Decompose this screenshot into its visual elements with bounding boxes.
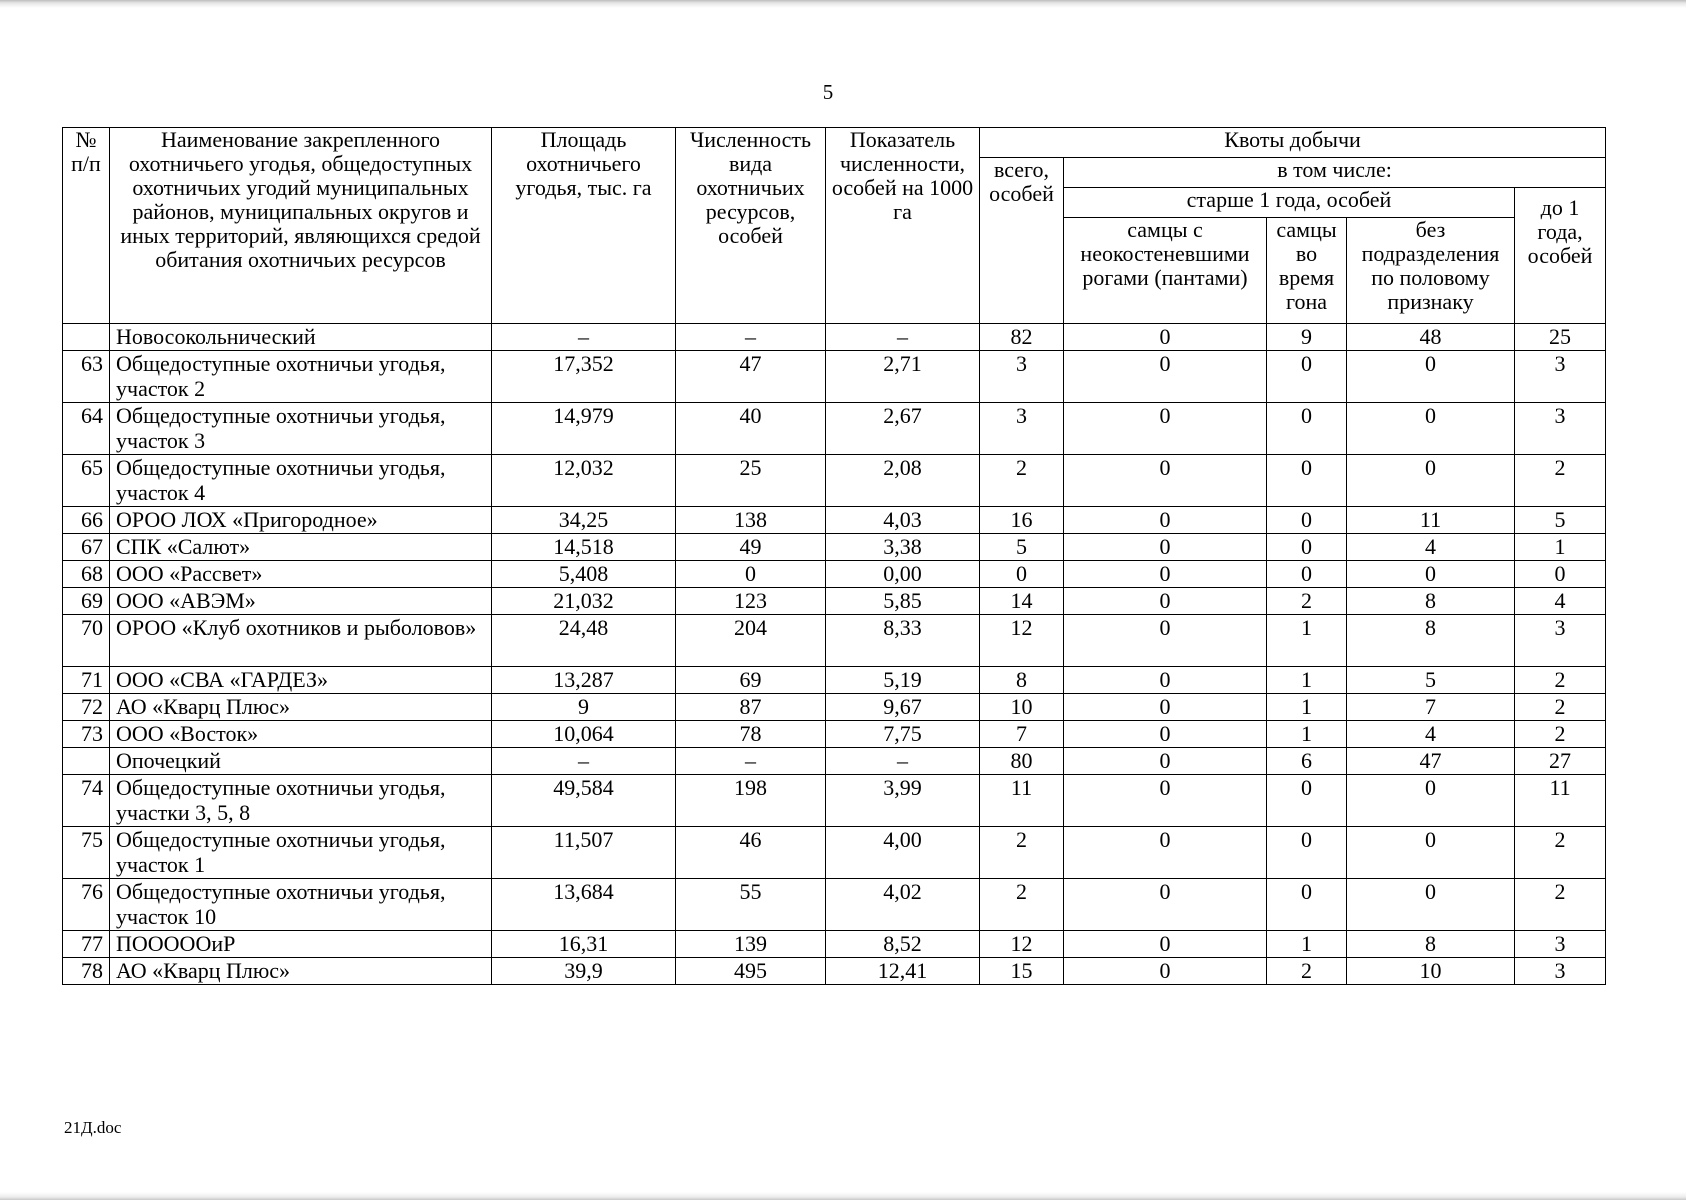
row-under-1y: 3 (1515, 958, 1606, 985)
row-density: 9,67 (826, 694, 980, 721)
row-area: 9 (492, 694, 676, 721)
header-quotas: Квоты добычи (980, 128, 1606, 158)
row-density: 7,75 (826, 721, 980, 748)
row-area: – (492, 748, 676, 775)
row-no-sex-split: 5 (1347, 667, 1515, 694)
row-males-rut: 1 (1267, 721, 1347, 748)
row-number: 73 (63, 721, 110, 748)
row-name: ООО «Восток» (110, 721, 492, 748)
table-row (63, 403, 1606, 455)
row-number: 77 (63, 931, 110, 958)
row-density: 2,08 (826, 455, 980, 507)
row-area: 14,518 (492, 534, 676, 561)
footer-filename: 21Д.doc (64, 1118, 122, 1137)
row-males-antlers: 0 (1064, 324, 1267, 351)
row-males-antlers: 0 (1064, 403, 1267, 455)
row-number (63, 324, 110, 351)
row-under-1y: 2 (1515, 667, 1606, 694)
row-total: 0 (980, 561, 1064, 588)
row-population: 495 (676, 958, 826, 985)
row-density: 4,00 (826, 827, 980, 879)
row-name: СПК «Салют» (110, 534, 492, 561)
row-area: 10,064 (492, 721, 676, 748)
row-no-sex-split: 0 (1347, 827, 1515, 879)
row-males-rut: 1 (1267, 667, 1347, 694)
row-no-sex-split: 8 (1347, 615, 1515, 667)
row-population: 49 (676, 534, 826, 561)
row-no-sex-split: 8 (1347, 931, 1515, 958)
row-total: 3 (980, 351, 1064, 403)
row-name: Новосокольнический (110, 324, 492, 351)
row-name: ПОООООиР (110, 931, 492, 958)
row-name: Общедоступные охотничьи угодья, участок 3 (110, 403, 492, 455)
row-total: 3 (980, 403, 1064, 455)
row-no-sex-split: 0 (1347, 879, 1515, 931)
header-density: Показатель численности, особей на 1000 га (826, 128, 980, 324)
row-population: 138 (676, 507, 826, 534)
header-population: Численность вида охотничьих ресурсов, особей (676, 128, 826, 324)
row-under-1y: 0 (1515, 561, 1606, 588)
row-under-1y: 27 (1515, 748, 1606, 775)
row-males-antlers: 0 (1064, 694, 1267, 721)
row-males-rut: 0 (1267, 561, 1347, 588)
header-including: в том числе: (1064, 158, 1606, 188)
row-density: 3,38 (826, 534, 980, 561)
table-header (63, 128, 1606, 324)
row-total: 12 (980, 931, 1064, 958)
row-males-rut: 9 (1267, 324, 1347, 351)
row-under-1y: 3 (1515, 403, 1606, 455)
row-total: 16 (980, 507, 1064, 534)
header-under-1y: до 1 года, особей (1515, 188, 1606, 324)
row-males-antlers: 0 (1064, 455, 1267, 507)
table-row (63, 667, 1606, 694)
row-area: 24,48 (492, 615, 676, 667)
table-row (63, 615, 1606, 667)
row-under-1y: 2 (1515, 455, 1606, 507)
row-males-antlers: 0 (1064, 748, 1267, 775)
row-number: 70 (63, 615, 110, 667)
row-no-sex-split: 7 (1347, 694, 1515, 721)
row-population: 123 (676, 588, 826, 615)
table-row (63, 694, 1606, 721)
scan-edge-bottom (0, 1192, 1686, 1200)
row-density: 2,67 (826, 403, 980, 455)
header-males-antlers: самцы с неокостеневшими рогами (пантами) (1064, 218, 1267, 324)
row-under-1y: 5 (1515, 507, 1606, 534)
row-total: 11 (980, 775, 1064, 827)
row-population: 198 (676, 775, 826, 827)
row-name: Общедоступные охотничьи угодья, участок 2 (110, 351, 492, 403)
row-under-1y: 1 (1515, 534, 1606, 561)
row-area: 39,9 (492, 958, 676, 985)
row-population: 78 (676, 721, 826, 748)
row-name: ООО «АВЭМ» (110, 588, 492, 615)
header-no-sex-split: без подразделения по половому признаку (1347, 218, 1515, 324)
row-number: 72 (63, 694, 110, 721)
district-row (63, 324, 1606, 351)
table-row (63, 507, 1606, 534)
district-row (63, 748, 1606, 775)
row-males-antlers: 0 (1064, 827, 1267, 879)
row-males-antlers: 0 (1064, 534, 1267, 561)
row-name: ОРОО ЛОХ «Пригородное» (110, 507, 492, 534)
row-number: 68 (63, 561, 110, 588)
row-males-antlers: 0 (1064, 507, 1267, 534)
row-density: 2,71 (826, 351, 980, 403)
row-name: Общедоступные охотничьи угодья, участки 3, 5, 8 (110, 775, 492, 827)
row-males-rut: 0 (1267, 507, 1347, 534)
row-number: 74 (63, 775, 110, 827)
row-total: 2 (980, 827, 1064, 879)
header-name: Наименование закрепленного охотничьего угодья, общедоступных охотничьих угодий муниципальных районов, муниципальных округов и иных территорий, являющихся средой обитания охотничьих ресурсов (110, 128, 492, 324)
header-total: всего, особей (980, 158, 1064, 324)
row-males-rut: 0 (1267, 403, 1347, 455)
table-row (63, 351, 1606, 403)
row-name: Опочецкий (110, 748, 492, 775)
table-row (63, 827, 1606, 879)
row-area: 11,507 (492, 827, 676, 879)
row-males-antlers: 0 (1064, 775, 1267, 827)
table-row (63, 958, 1606, 985)
row-population: 46 (676, 827, 826, 879)
row-population: – (676, 748, 826, 775)
row-area: 16,31 (492, 931, 676, 958)
row-total: 2 (980, 879, 1064, 931)
row-number: 75 (63, 827, 110, 879)
row-no-sex-split: 47 (1347, 748, 1515, 775)
row-density: – (826, 748, 980, 775)
row-under-1y: 3 (1515, 931, 1606, 958)
row-density: 4,03 (826, 507, 980, 534)
hunting-quota-table (62, 127, 1606, 985)
row-population: – (676, 324, 826, 351)
row-no-sex-split: 0 (1347, 561, 1515, 588)
row-no-sex-split: 0 (1347, 351, 1515, 403)
row-under-1y: 25 (1515, 324, 1606, 351)
row-males-rut: 2 (1267, 588, 1347, 615)
header-area: Площадь охотничьего угодья, тыс. га (492, 128, 676, 324)
row-number: 76 (63, 879, 110, 931)
row-density: – (826, 324, 980, 351)
row-males-rut: 0 (1267, 455, 1347, 507)
table-body (63, 324, 1606, 985)
row-name: ООО «СВА «ГАРДЕЗ» (110, 667, 492, 694)
row-no-sex-split: 4 (1347, 721, 1515, 748)
table-row (63, 721, 1606, 748)
row-population: 139 (676, 931, 826, 958)
row-males-rut: 1 (1267, 615, 1347, 667)
row-total: 80 (980, 748, 1064, 775)
row-males-antlers: 0 (1064, 667, 1267, 694)
row-density: 4,02 (826, 879, 980, 931)
row-males-antlers: 0 (1064, 588, 1267, 615)
row-area: – (492, 324, 676, 351)
row-total: 82 (980, 324, 1064, 351)
row-total: 12 (980, 615, 1064, 667)
row-population: 87 (676, 694, 826, 721)
row-no-sex-split: 10 (1347, 958, 1515, 985)
row-males-rut: 0 (1267, 351, 1347, 403)
scan-edge-top (0, 0, 1686, 8)
row-density: 5,85 (826, 588, 980, 615)
row-under-1y: 2 (1515, 721, 1606, 748)
row-number: 65 (63, 455, 110, 507)
row-no-sex-split: 11 (1347, 507, 1515, 534)
row-name: Общедоступные охотничьи угодья, участок 10 (110, 879, 492, 931)
row-males-antlers: 0 (1064, 351, 1267, 403)
row-under-1y: 2 (1515, 694, 1606, 721)
row-number: 63 (63, 351, 110, 403)
row-density: 8,52 (826, 931, 980, 958)
row-population: 25 (676, 455, 826, 507)
row-area: 21,032 (492, 588, 676, 615)
row-area: 13,287 (492, 667, 676, 694)
row-total: 10 (980, 694, 1064, 721)
row-area: 12,032 (492, 455, 676, 507)
row-no-sex-split: 0 (1347, 403, 1515, 455)
row-name: Общедоступные охотничьи угодья, участок 4 (110, 455, 492, 507)
row-density: 8,33 (826, 615, 980, 667)
row-no-sex-split: 0 (1347, 455, 1515, 507)
row-number: 78 (63, 958, 110, 985)
row-males-rut: 0 (1267, 775, 1347, 827)
row-males-antlers: 0 (1064, 615, 1267, 667)
row-density: 5,19 (826, 667, 980, 694)
table-row (63, 879, 1606, 931)
row-males-antlers: 0 (1064, 931, 1267, 958)
table-row (63, 588, 1606, 615)
row-number: 64 (63, 403, 110, 455)
row-number: 71 (63, 667, 110, 694)
row-males-rut: 2 (1267, 958, 1347, 985)
page-number: 5 (822, 80, 834, 104)
row-population: 47 (676, 351, 826, 403)
table-row (63, 534, 1606, 561)
row-males-rut: 6 (1267, 748, 1347, 775)
row-population: 204 (676, 615, 826, 667)
row-name: АО «Кварц Плюс» (110, 694, 492, 721)
table-row (63, 455, 1606, 507)
row-population: 40 (676, 403, 826, 455)
header-older-1y: старше 1 года, особей (1064, 188, 1515, 218)
row-under-1y: 2 (1515, 879, 1606, 931)
row-area: 5,408 (492, 561, 676, 588)
row-total: 14 (980, 588, 1064, 615)
row-under-1y: 11 (1515, 775, 1606, 827)
row-number: 66 (63, 507, 110, 534)
row-males-antlers: 0 (1064, 879, 1267, 931)
row-number (63, 748, 110, 775)
row-no-sex-split: 0 (1347, 775, 1515, 827)
row-total: 7 (980, 721, 1064, 748)
row-name: АО «Кварц Плюс» (110, 958, 492, 985)
row-number: 69 (63, 588, 110, 615)
row-area: 17,352 (492, 351, 676, 403)
row-name: Общедоступные охотничьи угодья, участок 1 (110, 827, 492, 879)
table-row (63, 775, 1606, 827)
row-density: 12,41 (826, 958, 980, 985)
row-density: 3,99 (826, 775, 980, 827)
row-under-1y: 2 (1515, 827, 1606, 879)
row-density: 0,00 (826, 561, 980, 588)
row-area: 14,979 (492, 403, 676, 455)
row-name: ООО «Рассвет» (110, 561, 492, 588)
row-population: 69 (676, 667, 826, 694)
header-number: № п/п (63, 128, 110, 324)
row-males-rut: 1 (1267, 694, 1347, 721)
row-under-1y: 4 (1515, 588, 1606, 615)
row-males-rut: 0 (1267, 827, 1347, 879)
row-area: 13,684 (492, 879, 676, 931)
row-under-1y: 3 (1515, 351, 1606, 403)
row-no-sex-split: 48 (1347, 324, 1515, 351)
row-number: 67 (63, 534, 110, 561)
header-males-rut: самцы во время гона (1267, 218, 1347, 324)
row-males-antlers: 0 (1064, 561, 1267, 588)
row-no-sex-split: 4 (1347, 534, 1515, 561)
row-total: 2 (980, 455, 1064, 507)
row-males-antlers: 0 (1064, 721, 1267, 748)
row-males-antlers: 0 (1064, 958, 1267, 985)
row-name: ОРОО «Клуб охотников и рыболовов» (110, 615, 492, 667)
table-row (63, 931, 1606, 958)
row-under-1y: 3 (1515, 615, 1606, 667)
row-population: 55 (676, 879, 826, 931)
row-total: 5 (980, 534, 1064, 561)
row-males-rut: 0 (1267, 879, 1347, 931)
row-males-rut: 1 (1267, 931, 1347, 958)
table-row (63, 561, 1606, 588)
row-total: 15 (980, 958, 1064, 985)
row-total: 8 (980, 667, 1064, 694)
row-population: 0 (676, 561, 826, 588)
row-no-sex-split: 8 (1347, 588, 1515, 615)
row-males-rut: 0 (1267, 534, 1347, 561)
row-area: 49,584 (492, 775, 676, 827)
row-area: 34,25 (492, 507, 676, 534)
